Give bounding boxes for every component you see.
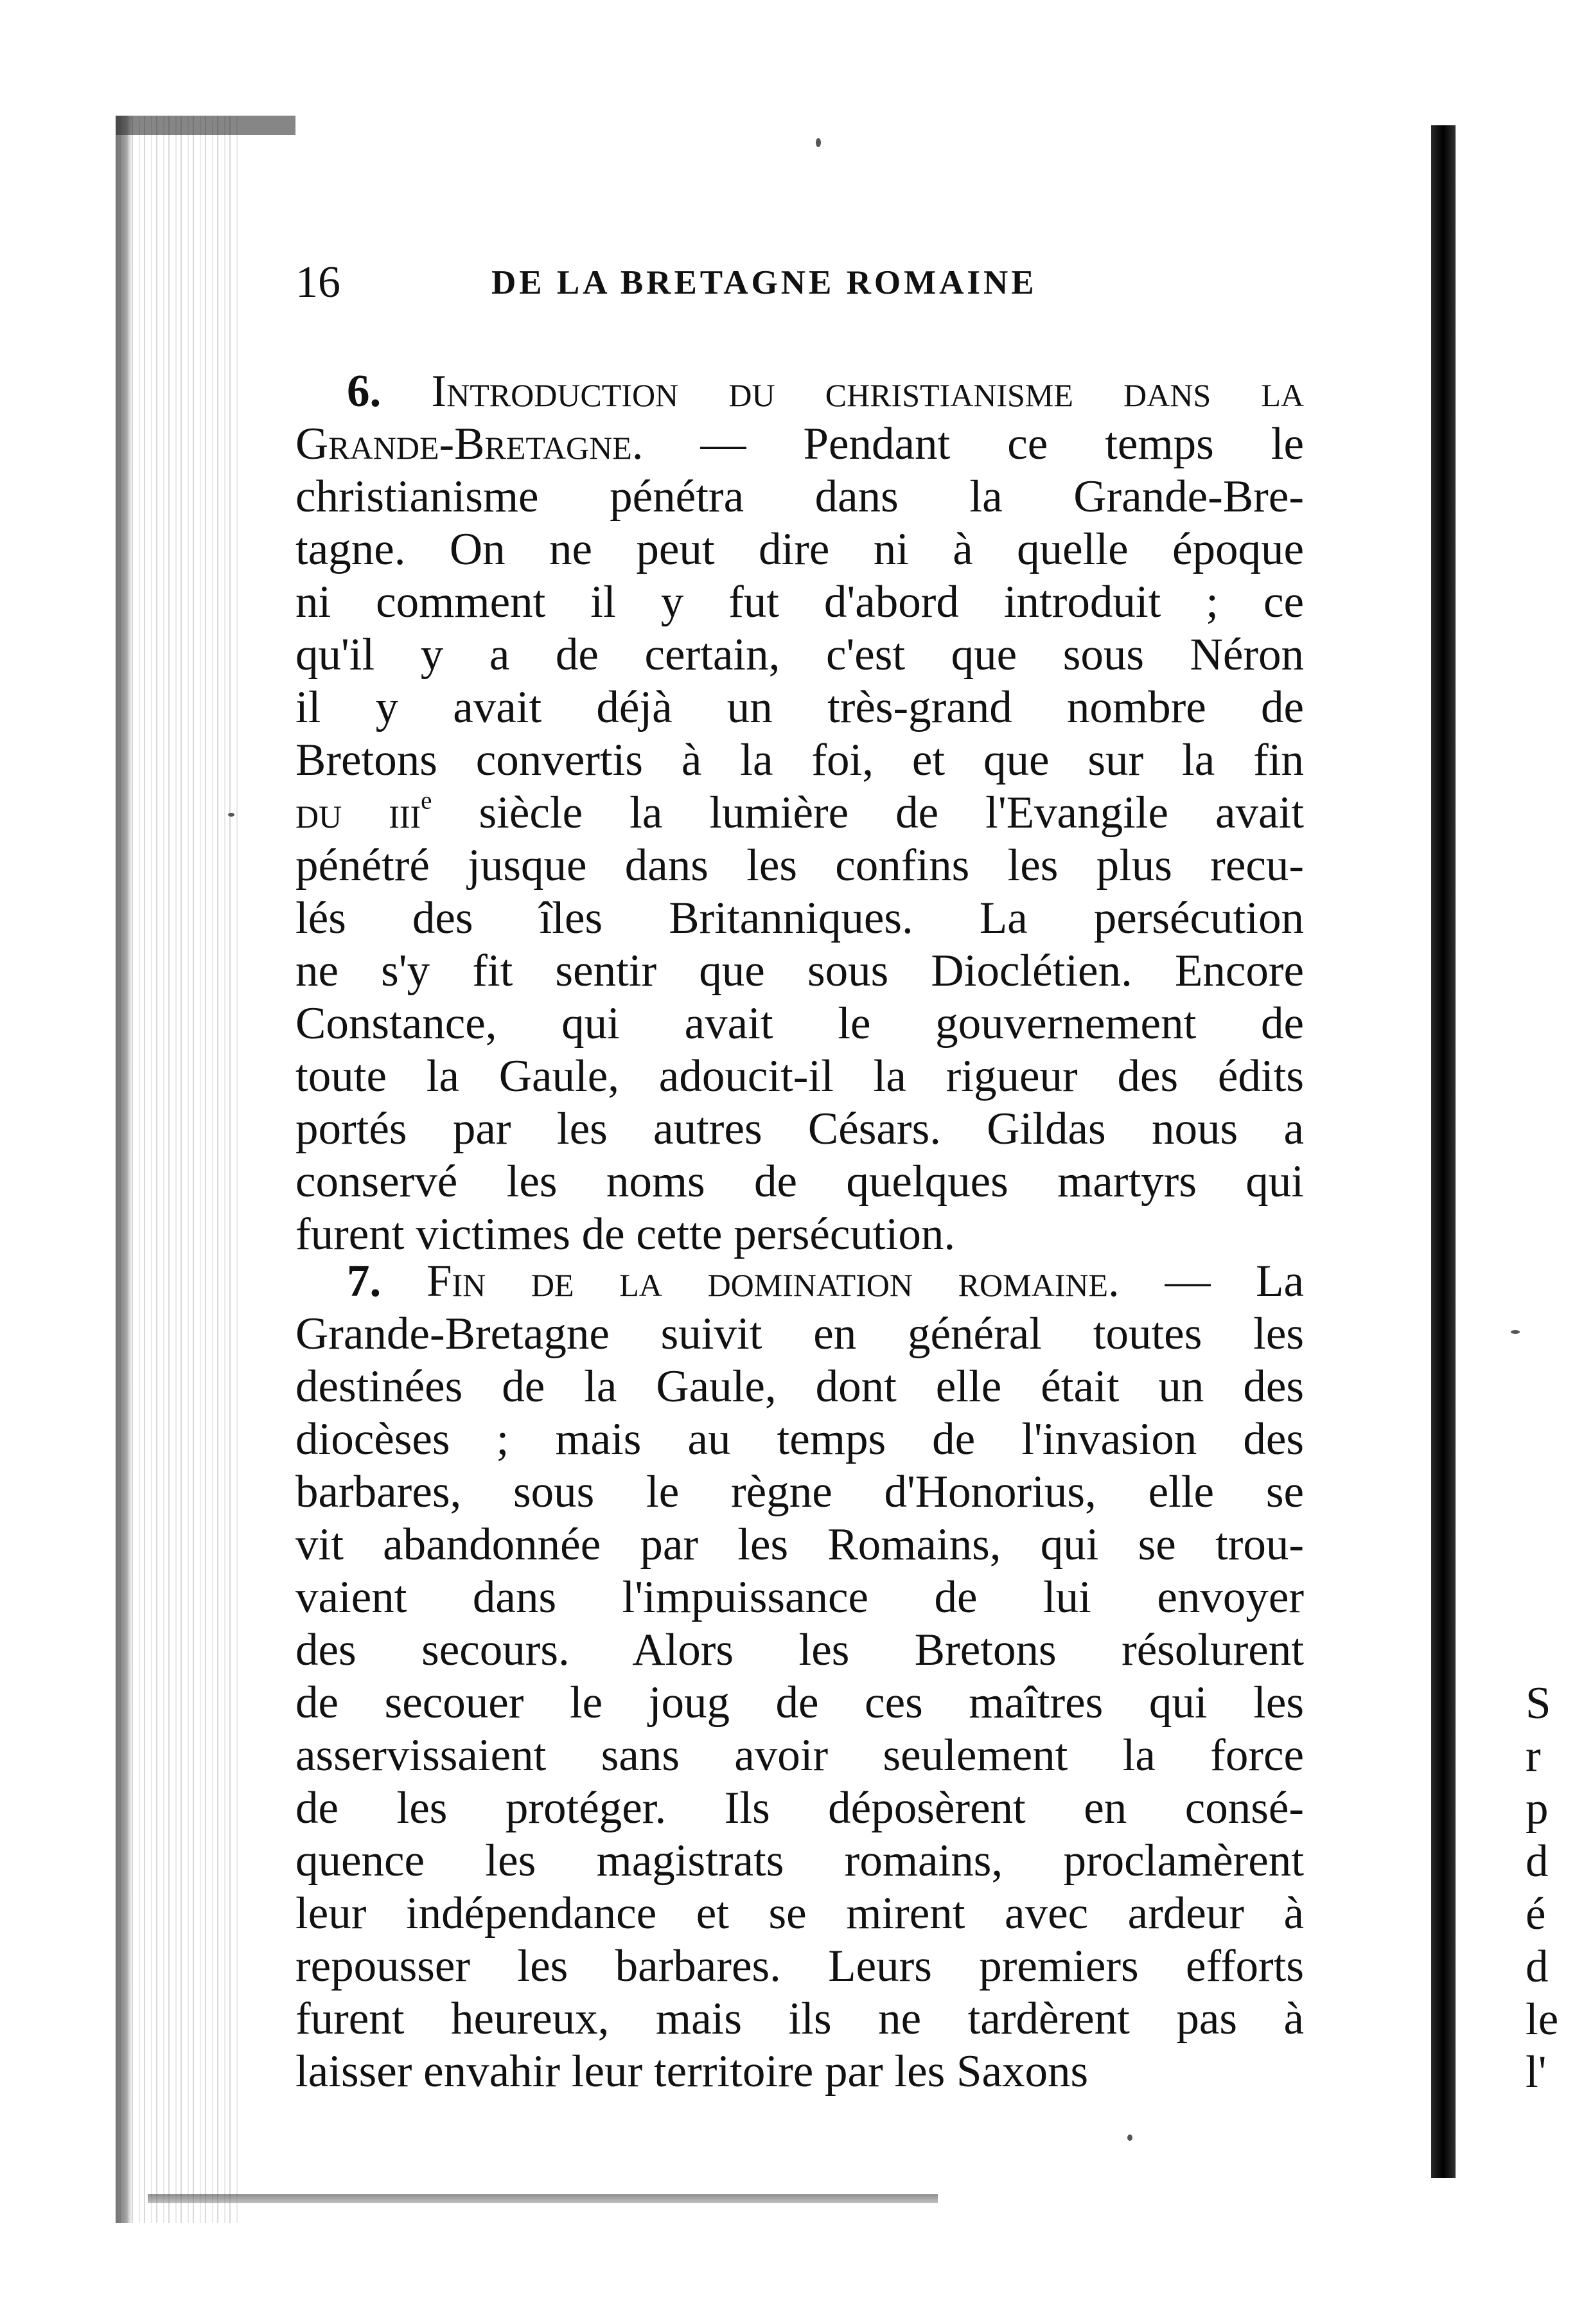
text-line: destinées de la Gaule, dont elle était un des <box>295 1362 1304 1412</box>
binding-gutter-shadow <box>116 116 238 2223</box>
text-line: lés des îles Britanniques. La persécution <box>295 893 1304 943</box>
text-line: Bretons convertis à la foi, et que sur la fin <box>295 735 1304 785</box>
text-line: repousser les barbares. Leurs premiers efforts <box>295 1941 1304 1991</box>
text-line: furent heureux, mais ils ne tardèrent pas à <box>295 1994 1304 2044</box>
text-line: conservé les noms de quelques martyrs qui <box>295 1157 1304 1207</box>
text-line: pénétré jusque dans les confins les plus recu- <box>295 840 1304 891</box>
text-line: ni comment il y fut d'abord introduit ; ce <box>295 577 1304 627</box>
text-line: Constance, qui avait le gouvernement de <box>295 998 1304 1049</box>
text-line: asservissaient sans avoir seulement la force <box>295 1730 1304 1780</box>
section-6-title-cont: Grande-Bretagne. <box>295 419 644 469</box>
section-6-number: 6. <box>347 366 382 416</box>
fragment-char: d <box>1526 1942 1549 1992</box>
running-title: DE LA BRETAGNE ROMAINE <box>491 264 1037 301</box>
text-line: vaient dans l'impuissance de lui envoyer <box>295 1572 1304 1622</box>
section-7-number: 7. <box>347 1256 382 1306</box>
section-7 <box>295 1255 1304 2098</box>
text-line: Grande-Bretagne suivit en général toutes les <box>295 1309 1304 1359</box>
section-6-heading-line <box>295 365 1304 418</box>
section-6 <box>295 365 1304 1261</box>
running-header <box>295 254 1131 312</box>
text-line: tagne. On ne peut dire ni à quelle époque <box>295 524 1304 574</box>
text-line: il y avait déjà un très-grand nombre de <box>295 682 1304 732</box>
century-prefix: du iii <box>295 788 421 838</box>
century-line-rest: siècle la lumière de l'Evangile avait <box>479 788 1305 838</box>
next-page-fragment <box>1526 1677 1593 2098</box>
section-7-title-tail: — La <box>1165 1256 1305 1306</box>
page-edge-shadow-right <box>1431 125 1456 2178</box>
text-line: de les protéger. Ils déposèrent en consé- <box>295 1783 1304 1833</box>
text-line: toute la Gaule, adoucit-il la rigueur des édits <box>295 1051 1304 1101</box>
text-line: qu'il y a de certain, c'est que sous Néron <box>295 630 1304 680</box>
text-line: Grande-Bretagne. — Pendant ce temps le <box>295 419 1304 469</box>
fragment-char: p <box>1526 1784 1549 1834</box>
binding-edge <box>116 116 132 2223</box>
section-7-heading-line <box>295 1255 1304 1308</box>
fragment-char: é <box>1526 1889 1546 1939</box>
scan-artifact-top <box>116 116 295 135</box>
text-line: vit abandonnée par les Romains, qui se trou- <box>295 1520 1304 1570</box>
text-line: quence les magistrats romains, proclamèrent <box>295 1836 1304 1886</box>
dust-speck <box>1127 2134 1132 2141</box>
dust-speck <box>816 138 821 147</box>
text-line: portés par les autres Césars. Gildas nous a <box>295 1104 1304 1154</box>
fragment-char: r <box>1526 1731 1541 1781</box>
text-line: diocèses ; mais au temps de l'invasion des <box>295 1414 1304 1464</box>
fragment-char: S <box>1526 1678 1551 1728</box>
section-7-title: Fin de la domination romaine. <box>426 1256 1120 1306</box>
fragment-char: l' <box>1526 2047 1547 2097</box>
text-line: de secouer le joug de ces maîtres qui les <box>295 1678 1304 1728</box>
scan-artifact-bottom <box>148 2194 938 2203</box>
fragment-char: le <box>1526 1994 1559 2045</box>
page-number: 16 <box>295 258 340 307</box>
text-line: des secours. Alors les Bretons résolurent <box>295 1625 1304 1675</box>
text-line: barbares, sous le règne d'Honorius, elle se <box>295 1467 1304 1517</box>
text-line <box>295 786 1304 839</box>
fragment-char: d <box>1526 1836 1549 1886</box>
dust-speck <box>1511 1330 1520 1334</box>
text-line: leur indépendance et se mirent avec ardeur à <box>295 1888 1304 1938</box>
dust-speck <box>228 813 234 817</box>
text-line: furent victimes de cette persécution. <box>295 1209 956 1259</box>
text-line: ne s'y fit sentir que sous Dioclétien. Encore <box>295 946 1304 996</box>
text-line: christianisme pénétra dans la Grande-Bre- <box>295 472 1304 522</box>
text-line: laisser envahir leur territoire par les Saxons <box>295 2046 1089 2097</box>
section-6-title-part: Introduction du christianisme dans la <box>431 366 1304 416</box>
century-superscript: e <box>421 786 432 815</box>
